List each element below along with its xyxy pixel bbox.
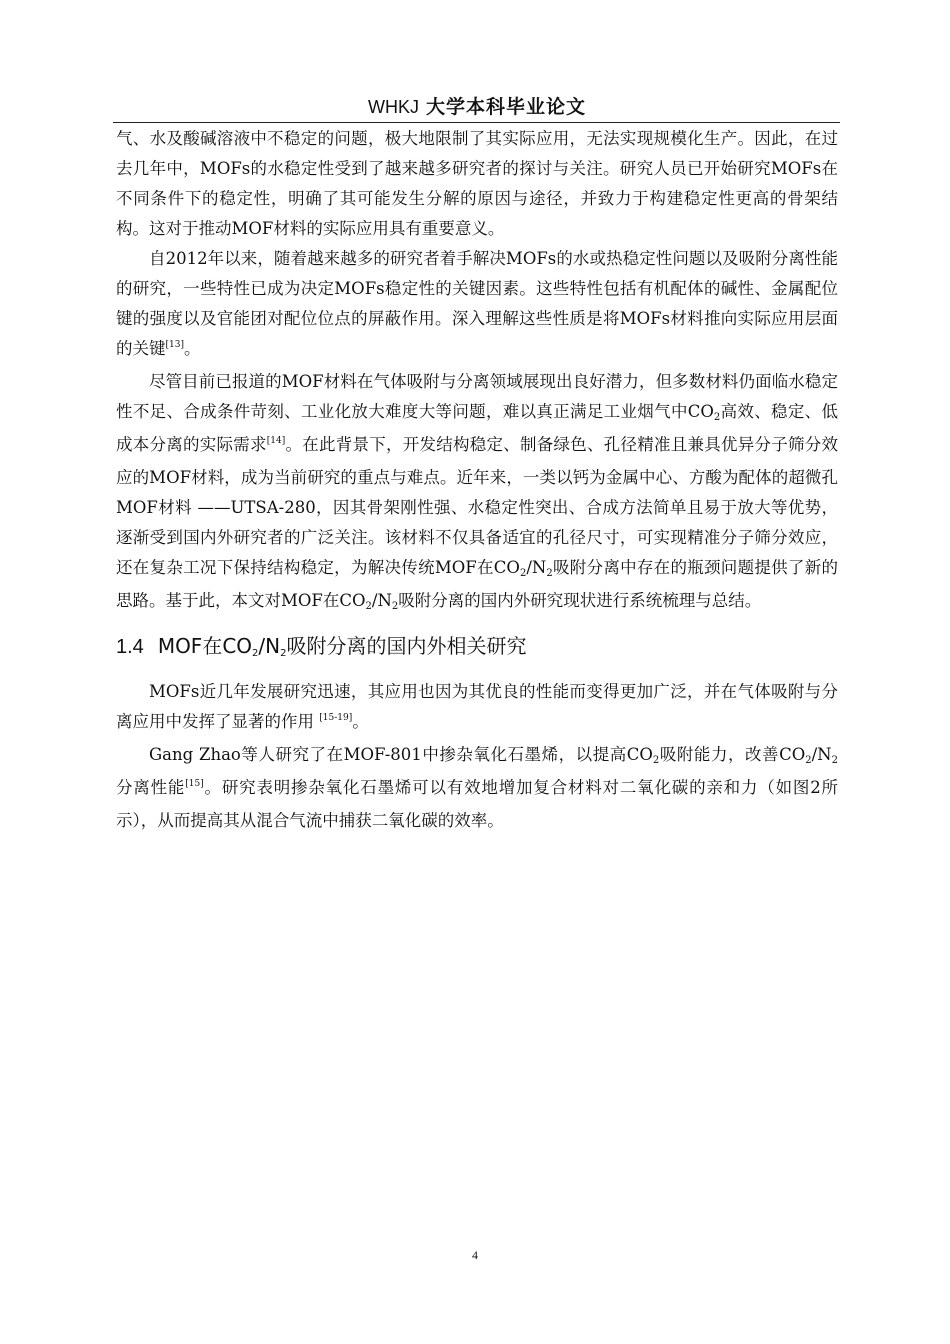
subscript: 2 — [713, 412, 721, 423]
paragraph-text: 。研究表明掺杂氧化石墨烯可以有效地增加复合材料对二氧化碳的亲和力（如图2所示），从而提高其从混合气流中捕获二氧化碳的效率。 — [116, 778, 839, 830]
citation-ref: [15-19] — [319, 713, 353, 723]
paragraph-text: 吸附能力，改善CO — [659, 745, 806, 764]
paragraph-5 — [116, 740, 838, 836]
subscript: 2 — [805, 755, 812, 766]
paragraph-text: /N — [811, 745, 832, 764]
subscript: 2 — [252, 648, 259, 659]
paragraph-text: 尽管目前已报道的MOF材料在气体吸附与分离领域展现出良好潜力，但多数材料仍面临水稳定性不足、合成条件苛刻、工业化放大难度大等问题，难以真正满足工业烟气中CO — [116, 372, 838, 421]
paragraph-2 — [116, 244, 838, 367]
paragraph-text: 气、水及酸碱溶液中不稳定的问题，极大地限制了其实际应用，无法实现规模化生产。因此，在过去几年中，MOFs的水稳定性受到了越来越多研究者的探讨与关注。研究人员已开始研究MOFs在不同条件下的稳定性，明确了其可能发生分解的原因与途径，并致力于构建稳定性更高的骨架结构。这对于推动MOF材料的实际应用具有重要意义。 — [116, 129, 838, 238]
section-title: 吸附分离的国内外相关研究 — [286, 634, 527, 658]
paragraph-text: 。 — [183, 339, 201, 358]
subscript: 2 — [391, 601, 399, 612]
paragraph-text: /N — [526, 558, 547, 577]
paragraph-text: 吸附分离中存在的瓶颈问题提供了新的思路。基于此，本文对MOF在CO — [116, 558, 838, 610]
subscript: 2 — [280, 648, 287, 659]
subscript: 2 — [365, 601, 372, 612]
paragraph-text: 自2012年以来，随着越来越多的研究者着手解决MOFs的水或热稳定性问题以及吸附分离性能的研究，一些特性已成为决定MOFs稳定性的关键因素。这些特性包括有机配体的碱性、金属配位键的强度以及官能团对配位位点的屏蔽作用。深入理解这些性质是将MOFs材料推向实际应用层面的关键 — [116, 249, 838, 358]
page-header — [116, 94, 838, 120]
subscript: 2 — [546, 568, 553, 579]
paragraph-1 — [116, 124, 838, 244]
page-number: 4 — [472, 1248, 478, 1262]
paragraph-text: MOFs近几年发展研究迅速，其应用也因为其优良的性能而变得更加广泛，并在气体吸附与分离应用中发挥了显著的作用 — [116, 682, 838, 731]
document-body — [116, 124, 838, 836]
paragraph-text: 。 — [352, 712, 369, 731]
header-title: 大学本科毕业论文 — [426, 96, 587, 118]
section-number: 1.4 — [116, 636, 144, 658]
section-title: MOF在CO — [157, 634, 253, 658]
header-rule — [113, 122, 840, 123]
citation-ref: [14] — [266, 436, 286, 446]
subscript: 2 — [652, 755, 660, 766]
paragraph-3 — [116, 367, 838, 619]
subscript: 2 — [519, 568, 527, 579]
paragraph-text: 分离性能 — [116, 778, 186, 797]
section-heading — [116, 629, 838, 668]
paragraph-text: 高效、稳定、低成本分离的实际需求 — [116, 402, 838, 454]
citation-ref: [13] — [165, 340, 184, 350]
section-title: /N — [258, 634, 281, 658]
citation-ref: [15] — [185, 779, 204, 789]
paragraph-text: /N — [371, 591, 392, 610]
paragraph-text: 吸附分离的国内外研究现状进行系统梳理与总结。 — [398, 591, 762, 610]
subscript: 2 — [831, 755, 838, 766]
paragraph-text: Gang Zhao等人研究了在MOF-801中掺杂氧化石墨烯，以提高CO — [149, 745, 653, 764]
paragraph-4 — [116, 677, 838, 740]
header-latin: WHKJ — [367, 97, 419, 117]
paragraph-text: 。在此背景下，开发结构稳定、制备绿色、孔径精准且兼具优异分子筛分效应的MOF材料，成为当前研究的重点与难点。近年来，一类以钙为金属中心、方酸为配体的超微孔 MOF材料 ——UTSA-280，因其骨架刚性强、水稳定性突出、合成方法简单且易于放大等优势，逐渐受到国内外研究者的广泛关注。该材料不仅具备适宜的孔径尺寸，可实现精准分子筛分效应，还在复杂工况下保持结构稳定，为解决传统MOF在CO — [116, 435, 839, 577]
